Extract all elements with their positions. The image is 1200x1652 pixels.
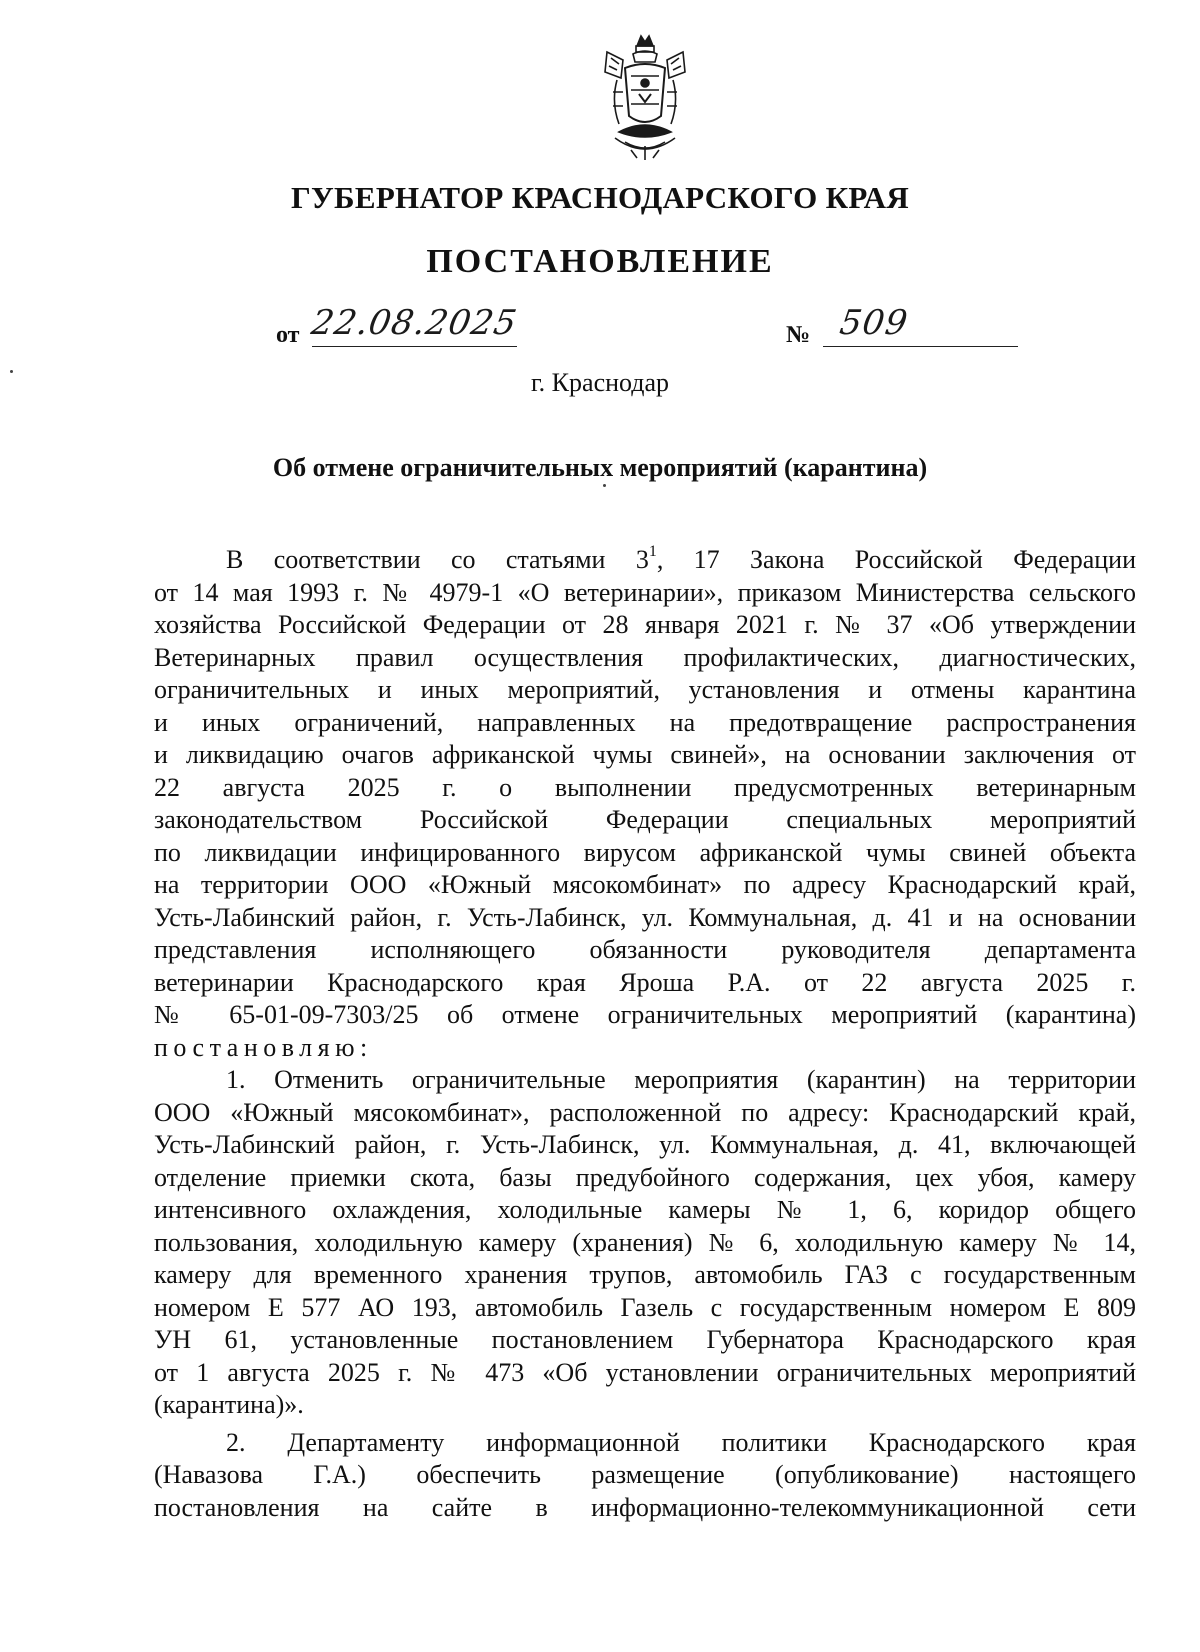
preamble-line: и иных ограничений, направленных на предотвращение распространения (154, 707, 1136, 737)
document-body (154, 544, 1136, 1524)
item1-line: от 1 августа 2025 г. № 473 «Об установлении ограничительных мероприятий (154, 1357, 1136, 1387)
preamble-line-pre: В соответствии со статьями 3 (226, 545, 649, 574)
item1-line: Усть-Лабинский район, г. Усть-Лабинск, ул. Коммунальная, д. 41, включающей (154, 1130, 1136, 1159)
item1-line: 1. Отменить ограничительные мероприятия (карантин) на территории (226, 1065, 1136, 1094)
item1-line: номером Е 577 АО 193, автомобиль Газель с государственным номером Е 809 (154, 1292, 1136, 1322)
scan-speck (603, 484, 606, 487)
item2-line: 2. Департаменту информационной политики Краснодарского края (226, 1427, 1136, 1457)
preamble-line: хозяйства Российской Федерации от 28 января 2021 г. № 37 «Об утверждении (154, 610, 1136, 639)
handwritten-number: 509 (837, 303, 911, 343)
preamble-line: законодательством Российской Федерации специальных мероприятий (154, 805, 1136, 834)
preamble-line: Ветеринарных правил осуществления профилактических, диагностических, (154, 642, 1136, 672)
document-type-title: ПОСТАНОВЛЕНИЕ (426, 243, 774, 280)
preamble-line: 22 августа 2025 г. о выполнении предусмотренных ветеринарным (154, 772, 1136, 802)
preamble-line: № 65-01-09-7303/25 об отмене ограничительных мероприятий (карантина) (154, 1000, 1136, 1029)
item1-line: ООО «Южный мясокомбинат», расположенной по адресу: Краснодарский край, (154, 1097, 1136, 1127)
item1-line: УН 61, установленные постановлением Губернатора Краснодарского края (154, 1325, 1136, 1354)
preamble-line: Усть-Лабинский район, г. Усть-Лабинск, ул. Коммунальная, д. 41 и на основании (154, 902, 1136, 932)
preamble-line: по ликвидации инфицированного вирусом африканской чумы свиней объекта (154, 837, 1136, 867)
preamble-line (154, 544, 1136, 577)
item1-line: интенсивного охлаждения, холодильные камеры № 1, 6, коридор общего (154, 1195, 1136, 1224)
scan-speck (10, 370, 13, 373)
preamble-line: ветеринарии Краснодарского края Яроша Р.А. от 22 августа 2025 г. (154, 967, 1136, 997)
document-subject: Об отмене ограничительных мероприятий (карантина) (272, 453, 928, 482)
issuing-authority: ГУБЕРНАТОР КРАСНОДАРСКОГО КРАЯ (290, 180, 910, 215)
preamble-line: ограничительных и иных мероприятий, установления и отмены карантина (154, 675, 1136, 704)
handwritten-date: 22.08.2025 (308, 303, 521, 343)
resolve-word-text: постановляю: (154, 1032, 373, 1062)
date-underline (312, 346, 517, 347)
item2-line: постановления на сайте в информационно-телекоммуникационной сети (154, 1492, 1136, 1522)
preamble-line: представления исполняющего обязанности руководителя департамента (154, 935, 1136, 964)
preamble-line-post: , 17 Закона Российской Федерации (656, 545, 1136, 574)
item1-line: пользования, холодильную камеру (хранения) № 6, холодильную камеру № 14, (154, 1227, 1136, 1257)
number-label: № (786, 322, 811, 348)
article-superscript: 1 (648, 543, 657, 560)
coat-of-arms-emblem (595, 32, 695, 164)
number-underline (823, 346, 1018, 347)
resolve-word (154, 1032, 1136, 1065)
preamble-line: и ликвидацию очагов африканской чумы свиней», на основании заключения от (154, 740, 1136, 769)
city-line: г. Краснодар (530, 368, 670, 397)
item2-line: (Навазова Г.А.) обеспечить размещение (опубликование) настоящего (154, 1460, 1136, 1489)
item1-line: отделение приемки скота, базы предубойного содержания, цех убоя, камеру (154, 1162, 1136, 1192)
item1-line: (карантина)». (154, 1390, 304, 1419)
preamble-line: от 14 мая 1993 г. № 4979-1 «О ветеринарии», приказом Министерства сельского (154, 577, 1136, 607)
item1-line: камеру для временного хранения трупов, автомобиль ГАЗ с государственным (154, 1260, 1136, 1289)
date-label: от (276, 322, 300, 348)
preamble-line: на территории ООО «Южный мясокомбинат» по адресу Краснодарский край, (154, 870, 1136, 899)
